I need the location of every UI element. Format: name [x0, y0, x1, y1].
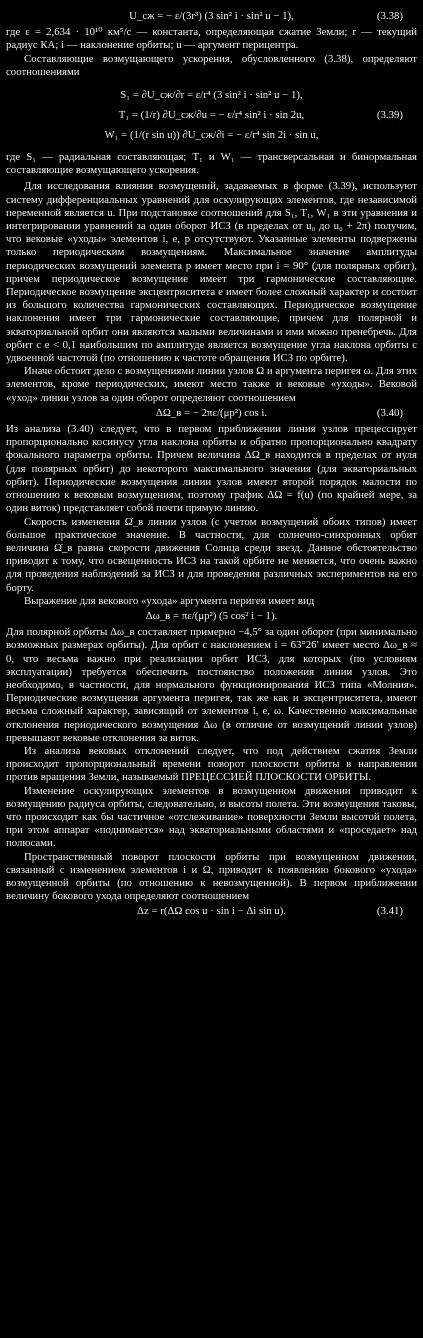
formula-3-39-row-t1: T₁ = (1/r) ∂U_сж/∂u = − ε/r⁴ sin² i · sin 2u,: [118, 109, 305, 122]
paragraph-lateral-drift-intro: Пространственный поворот плоскости орбиты при возмущенном движении, связанный с изменением элементов i и Ω, приводит к появлению бокового «ухода» возмущенной орбиты (по отношению к невозмущенной). В первом приближении величину бокового ухода определяют соотношением: [6, 850, 417, 903]
paragraph-nodal-precession-analysis: Из анализа (3.40) следует, что в первом приближении линия узлов прецессирует пропорционально косинусу угла наклона орбиты и обратно пропорционально квадрату фокального параметра орбиты. Причем величина ΔΩ_в находится в пределах от нуля (для полярных орбит) до некоторого максимального значения (для экваториальных орбит). Периодические возмущения линии узлов имеют второй порядок малости по отношению к вековым возмущениям, поэтому график ΔΩ = f(u) (по крайней мере, за один виток) представляет собой почти прямую линию.: [6, 423, 417, 515]
formula-3-41-number: (3.41): [376, 905, 403, 918]
paragraph-acceleration-components-intro: Составляющие возмущающего ускорения, обусловленного (3.38), определяют соотношениями: [6, 52, 417, 78]
formula-3-41: [6, 905, 417, 918]
formula-perigee-drift-expression: Δω_в = πε/(μp²) (5 cos² i − 1).: [145, 609, 278, 622]
formula-3-39-row-w1: W₁ = (1/(r sin u)) ∂U_сж/∂i = − ε/r⁴ sin 2i · sin u,: [104, 129, 319, 142]
paragraph-node-rate-sun-synchronous: Скорость изменения Ω̇_в линии узлов (с учетом возмущений обоих типов) имеет большое практическое значение. В частности, для солнечно-синхронных орбит величина Ω̇_в равна скорости движения Солнца среди звезд. Данное обстоятельство приводит к тому, что освещенность ИСЗ на такой орбите не меняется, что очень важно для проведения наблюдений за ИСЗ и для проведения различных экспериментов на его борту.: [6, 515, 417, 594]
formula-3-38-expression: U_сж = − ε/(3r³) (3 sin² i · sin² u − 1),: [129, 10, 294, 22]
formula-3-39-number: (3.39): [376, 109, 403, 122]
formula-3-39-row-s1: S₁ = ∂U_сж/∂r = ε/r⁴ (3 sin² i · sin² u − 1),: [120, 89, 303, 102]
formula-3-40-expression: ΔΩ_в = − 2πε/(μp²) cos i.: [155, 406, 268, 419]
paragraph-secular-drift-intro: Иначе обстоит дело с возмущениями линии узлов Ω и аргумента перигея ω. Для этих элементов, кроме периодических, имеют место также и вековые «уходы». Вековой «уход» линии узлов за один оборот определяют соотношением: [6, 365, 417, 404]
paragraph-altitude-perturbation: Изменение оскулирующих элементов в возмущенном движении приводит к возмущению радиуса орбиты, следовательно, и высоты полета. Эти возмущения таковы, что происходит как бы частичное «отслеживание» поверхности Земли высотой полета, при этом аппарат «поднимается» над экваториальными областями и «проседает» над полюсами.: [6, 784, 417, 850]
formula-3-40-number: (3.40): [376, 406, 403, 419]
formula-perigee-drift: [6, 610, 417, 623]
paragraph-perigee-drift-intro: Выражение для векового «ухода» аргумента перигея имеет вид: [24, 594, 315, 607]
formula-3-40: [6, 407, 417, 420]
paragraph-polar-orbit-perigee: Для полярной орбиты Δω_в составляет примерно −4,5° за один оборот (при минимально возможных размерах орбиты). Для орбит с наклонением i = 63°26′ имеет место Δω_в ≈ 0, что весьма важно при реализации орбит ИСЗ, для которых (по условиям эксплуатации) требуется обеспечить постоянство положения линии узлов. Это необходимо, в частности, для нормального функционирования ИСЗ типа «Молния». Периодические возмущения аргумента перигея, так же как и эксцентриситета, имеют весьма сложный характер, зависящий от элементов i, e, ω. Качественно максимальные отклонения периодического возмущения Δω (в отличие от возмущений линии узлов) превышают вековые отклонения за виток.: [6, 626, 417, 744]
formula-3-41-expression: Δz = r(ΔΩ cos u · sin i − Δi sin u).: [137, 905, 286, 918]
paragraph-periodic-perturbations: Для исследования влияния возмущений, задаваемых в форме (3.39), используют систему дифференциальных уравнений для оскулирующих элементов, где независимой переменной является u. При подстановке соотношений для S₁, T₁, W₁ в эти уравнения и интегрировании уравнений за один оборот ИСЗ (в пределах от u₀ до u₀ + 2π) получим, что вековые «уходы» элементов i, e, p отсутствуют. Указанные элементы подвержены только периодическим возмущениям. Максимальное значение амплитуды периодических возмущений элемента p имеет место при i = 90° (для полярных орбит), причем периодическое возмущение имеет три гармонические составляющие. Периодическое возмущение эксцентриситета e имеет более сложный характер и состоит из большого количества гармонических составляющих. Периодическое возмущение наклонения имеет три гармонические составляющие, причем для полярной и экваториальной орбит они являются малыми величинами и ими можно пренебречь. Для орбит с e < 0,1 наибольшим по амплитуде является возмущение угла наклона орбиты с удвоенной частотой (по отношению к частоте обращения ИСЗ по орбите).: [6, 180, 417, 365]
paragraph-orbit-plane-precession: Из анализа вековых отклонений следует, что под действием сжатия Земли происходит пропорциональный времени поворот плоскости орбиты в направлении против вращения Земли, называемый ПРЕЦЕССИЕЙ ПЛОСКОСТИ ОРБИТЫ.: [6, 744, 417, 784]
formula-3-39: [6, 85, 417, 145]
formula-3-38: [6, 10, 417, 23]
formula-3-39-row-t1-wrapper: [6, 105, 417, 125]
paragraph-components-meaning: где S₁ — радиальная составляющая; T₁ и W₁ — трансверсальная и бинормальная составляющие возмущающего ускорения.: [6, 151, 417, 177]
paragraph-epsilon-definition: где ε = 2,634 · 10¹⁰ км⁵/с — константа, определяющая сжатие Земли; r — текущий радиус КА; i — наклонение орбиты; u — аргумент перицентра.: [6, 26, 417, 52]
formula-3-38-number: (3.38): [376, 10, 403, 22]
